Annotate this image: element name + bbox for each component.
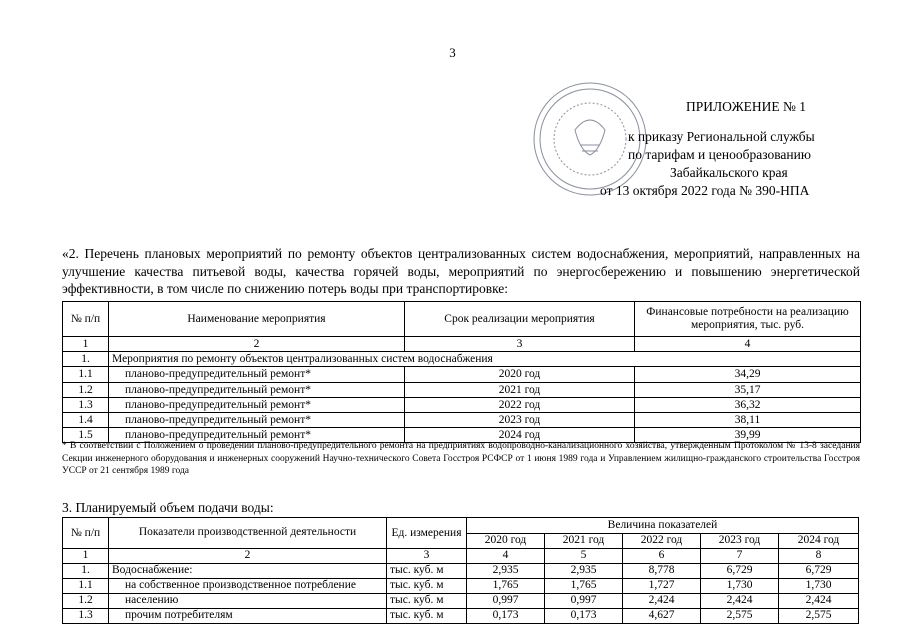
indicator-value: 2,935 bbox=[545, 564, 623, 579]
table-header-row bbox=[63, 518, 859, 534]
indicator-name: Водоснабжение: bbox=[109, 564, 387, 579]
column-number: 2 bbox=[109, 337, 405, 352]
table-row bbox=[63, 564, 859, 579]
appendix-line-3: Забайкальского края bbox=[670, 165, 788, 180]
measure-amount: 38,11 bbox=[635, 412, 861, 427]
measure-term: 2021 год bbox=[405, 382, 635, 397]
footnote: * В соответствии с Положением о проведении планово-предупредительного ремонта на предприятиях водопроводно-канализационного хозяйства, утвержденным Протоколом № 13-8 заседания Секции инженерного оборудования и инженерных сооружений Научно-технического Совета Госстроя РСФСР от 1 июня 1989 года и Управлением жилищно-гражданского строительства Госстроя УССР от 21 сентября 1989 года bbox=[62, 441, 860, 476]
indicator-unit: тыс. куб. м bbox=[387, 564, 467, 579]
column-number-row bbox=[63, 549, 859, 564]
row-number: 1.3 bbox=[63, 609, 109, 624]
row-number: 1.3 bbox=[63, 397, 109, 412]
indicator-value: 2,575 bbox=[779, 609, 859, 624]
section-3-title: 3. Планируемый объем подачи воды: bbox=[62, 500, 274, 515]
measure-term: 2022 год bbox=[405, 397, 635, 412]
table-row bbox=[63, 382, 861, 397]
column-number: 3 bbox=[387, 549, 467, 564]
header-values: Величина показателей bbox=[467, 518, 859, 534]
indicator-value: 0,997 bbox=[467, 594, 545, 609]
column-number: 6 bbox=[623, 549, 701, 564]
indicator-value: 2,575 bbox=[701, 609, 779, 624]
header-year: 2023 год bbox=[701, 534, 779, 549]
row-number: 1.1 bbox=[63, 367, 109, 382]
header-cell: Наименование мероприятия bbox=[109, 302, 405, 337]
header-indicator: Показатели производственной деятельности bbox=[109, 518, 387, 549]
table-header-row bbox=[63, 302, 861, 337]
measure-name: планово-предупредительный ремонт* bbox=[109, 367, 405, 382]
row-number: 1.2 bbox=[63, 594, 109, 609]
water-supply-volume-table bbox=[62, 517, 859, 624]
indicator-name: населению bbox=[109, 594, 387, 609]
appendix-line-2: по тарифам и ценообразованию bbox=[628, 147, 811, 162]
header-year: 2024 год bbox=[779, 534, 859, 549]
column-number: 8 bbox=[779, 549, 859, 564]
measure-amount: 36,32 bbox=[635, 397, 861, 412]
indicator-value: 2,424 bbox=[779, 594, 859, 609]
indicator-unit: тыс. куб. м bbox=[387, 579, 467, 594]
indicator-value: 2,935 bbox=[467, 564, 545, 579]
group-label: Мероприятия по ремонту объектов централизованных систем водоснабжения bbox=[109, 352, 861, 367]
indicator-value: 6,729 bbox=[701, 564, 779, 579]
column-number: 7 bbox=[701, 549, 779, 564]
group-row bbox=[63, 352, 861, 367]
measure-amount: 35,17 bbox=[635, 382, 861, 397]
indicator-value: 1,730 bbox=[779, 579, 859, 594]
repair-measures-table bbox=[62, 301, 861, 443]
measure-name: планово-предупредительный ремонт* bbox=[109, 412, 405, 427]
column-number: 2 bbox=[109, 549, 387, 564]
indicator-name: прочим потребителям bbox=[109, 609, 387, 624]
indicator-unit: тыс. куб. м bbox=[387, 594, 467, 609]
indicator-value: 2,424 bbox=[623, 594, 701, 609]
measure-name: планово-предупредительный ремонт* bbox=[109, 428, 405, 443]
indicator-value: 0,997 bbox=[545, 594, 623, 609]
appendix-title: ПРИЛОЖЕНИЕ № 1 bbox=[686, 99, 807, 114]
indicator-value: 1,727 bbox=[623, 579, 701, 594]
indicator-value: 8,778 bbox=[623, 564, 701, 579]
measure-term: 2020 год bbox=[405, 367, 635, 382]
indicator-value: 4,627 bbox=[623, 609, 701, 624]
indicator-value: 6,729 bbox=[779, 564, 859, 579]
table-row bbox=[63, 397, 861, 412]
table-row bbox=[63, 367, 861, 382]
indicator-value: 0,173 bbox=[467, 609, 545, 624]
group-number: 1. bbox=[63, 352, 109, 367]
indicator-value: 0,173 bbox=[545, 609, 623, 624]
measure-amount: 39,99 bbox=[635, 428, 861, 443]
page-number: 3 bbox=[449, 45, 456, 60]
table-row bbox=[63, 594, 859, 609]
table-row bbox=[63, 609, 859, 624]
row-number: 1. bbox=[63, 564, 109, 579]
appendix-line-1: к приказу Региональной службы bbox=[628, 129, 815, 144]
header-unit: Ед. измерения bbox=[387, 518, 467, 549]
column-number: 4 bbox=[635, 337, 861, 352]
header-cell: Срок реализации мероприятия bbox=[405, 302, 635, 337]
row-number: 1.5 bbox=[63, 428, 109, 443]
column-number: 5 bbox=[545, 549, 623, 564]
column-number: 1 bbox=[63, 337, 109, 352]
measure-amount: 34,29 bbox=[635, 367, 861, 382]
section-2-title: «2. Перечень плановых мероприятий по ремонту объектов централизованных систем водоснабжения, мероприятий, направленных на улучшение качества питьевой воды, качества горячей воды, мероприятий по энергосбережению и повышению энергетической эффективности, в том числе по снижению потерь воды при транспортировке: bbox=[62, 246, 860, 296]
table-row bbox=[63, 579, 859, 594]
header-year: 2021 год bbox=[545, 534, 623, 549]
measure-term: 2024 год bbox=[405, 428, 635, 443]
header-num: № п/п bbox=[63, 518, 109, 549]
header-year: 2020 год bbox=[467, 534, 545, 549]
column-number: 4 bbox=[467, 549, 545, 564]
column-number: 1 bbox=[63, 549, 109, 564]
indicator-name: на собственное производственное потребление bbox=[109, 579, 387, 594]
appendix-line-4: от 13 октября 2022 года № 390-НПА bbox=[600, 183, 810, 198]
indicator-value: 2,424 bbox=[701, 594, 779, 609]
indicator-value: 1,765 bbox=[467, 579, 545, 594]
column-number: 3 bbox=[405, 337, 635, 352]
header-year: 2022 год bbox=[623, 534, 701, 549]
row-number: 1.4 bbox=[63, 412, 109, 427]
measure-term: 2023 год bbox=[405, 412, 635, 427]
measure-name: планово-предупредительный ремонт* bbox=[109, 382, 405, 397]
row-number: 1.1 bbox=[63, 579, 109, 594]
indicator-unit: тыс. куб. м bbox=[387, 609, 467, 624]
header-cell: № п/п bbox=[63, 302, 109, 337]
indicator-value: 1,765 bbox=[545, 579, 623, 594]
indicator-value: 1,730 bbox=[701, 579, 779, 594]
header-cell: Финансовые потребности на реализацию мероприятия, тыс. руб. bbox=[635, 302, 861, 337]
measure-name: планово-предупредительный ремонт* bbox=[109, 397, 405, 412]
row-number: 1.2 bbox=[63, 382, 109, 397]
table-row bbox=[63, 412, 861, 427]
column-number-row bbox=[63, 337, 861, 352]
